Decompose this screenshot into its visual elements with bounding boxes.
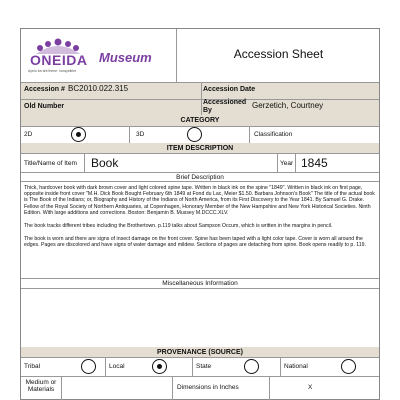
description-paragraph: Thick, hardcover book with dark brown cover and light colored spine tape. Written in black ink on the spine "1849". Written in black ink on first page, opposite inside front cover "M.H. Dick Book Bought February 6th 1849 at Fond du Lac, Meier $1.50. Barbara Johnson's Book" The title of the actual book is The Book of the Indians; or, Biography and History of the Indians of North America, from its First Discovery to the Year 1841. By Samuel G. Drake. Fellow of the Royal Society of Northern Antiquaries, at Copenhagen, Honorary Member of the New Hampshire and New York Historical Societies. Ninth Edition. With large additions and corrections. Boston: Benjamin B. Mussey M.DCCC.XLV. bbox=[24, 185, 375, 216]
provenance-tribal-radio[interactable] bbox=[81, 359, 96, 374]
provenance-tribal-label: Tribal bbox=[24, 363, 41, 370]
radio-selected-dot bbox=[157, 364, 162, 369]
category-2d-label: 2D bbox=[24, 131, 33, 138]
accessioned-by-value[interactable]: Gerzetich, Courtney bbox=[252, 101, 324, 110]
accessioned-by-label: Accessioned By bbox=[203, 99, 247, 114]
accession-sheet bbox=[20, 28, 380, 400]
misc-info-field[interactable] bbox=[21, 289, 379, 347]
category-3d-radio[interactable] bbox=[187, 127, 202, 142]
title-name-value[interactable]: Book bbox=[91, 156, 119, 170]
provenance-state-radio[interactable] bbox=[244, 359, 259, 374]
brief-description-label: Brief Description bbox=[176, 174, 224, 181]
accession-number-value[interactable]: BC2010.022.315 bbox=[68, 84, 129, 93]
title-name-label: Title/Name of Item bbox=[24, 160, 77, 167]
classification-label: Classification bbox=[254, 131, 293, 138]
category-3d-label: 3D bbox=[136, 131, 145, 138]
medium-materials-label: Medium or Materials bbox=[25, 379, 57, 393]
misc-info-label: Miscellaneous Information bbox=[162, 280, 238, 287]
page-title: Accession Sheet bbox=[233, 47, 324, 61]
radio-selected-dot bbox=[76, 132, 81, 137]
accession-date-label: Accession Date bbox=[203, 86, 256, 93]
provenance-national-label: National bbox=[284, 363, 308, 370]
brief-description-text[interactable] bbox=[24, 185, 376, 249]
dimensions-x-label: X bbox=[308, 384, 313, 391]
category-2d-radio[interactable] bbox=[71, 127, 86, 142]
old-number-label: Old Number bbox=[24, 103, 65, 110]
logo-tagline: Ayelu·ka·ahi·lhene· Ionayelkhe bbox=[28, 69, 77, 73]
category-heading: CATEGORY bbox=[180, 117, 220, 124]
provenance-local-label: Local bbox=[109, 363, 125, 370]
item-description-heading: ITEM DESCRIPTION bbox=[166, 145, 234, 152]
description-paragraph: The book tracks different tribes including the Brothertown. p.119 talks about Sampson Occum, which is written in the margins in pencil. bbox=[24, 223, 333, 230]
logo-text: ONEIDA bbox=[30, 52, 88, 68]
provenance-national-radio[interactable] bbox=[341, 359, 356, 374]
provenance-heading: PROVENANCE (SOURCE) bbox=[157, 349, 243, 356]
dimensions-label: Dimensions in Inches bbox=[177, 384, 239, 391]
museum-label: Museum bbox=[99, 50, 152, 65]
year-value[interactable]: 1845 bbox=[301, 156, 328, 170]
provenance-local-radio[interactable] bbox=[152, 359, 167, 374]
provenance-state-label: State bbox=[196, 363, 212, 370]
description-paragraph: The book is worn and there are signs of insect damage on the front cover. Spine has been taped with a light color tape. Cover is worn all around the edges. Pages are discolored and have signs of water damage and mildew. Sections of pages are detaching from spine. Book opens readily to p. 119. bbox=[24, 236, 366, 249]
year-label: Year bbox=[280, 160, 294, 167]
accession-number-label: Accession # bbox=[24, 86, 65, 93]
